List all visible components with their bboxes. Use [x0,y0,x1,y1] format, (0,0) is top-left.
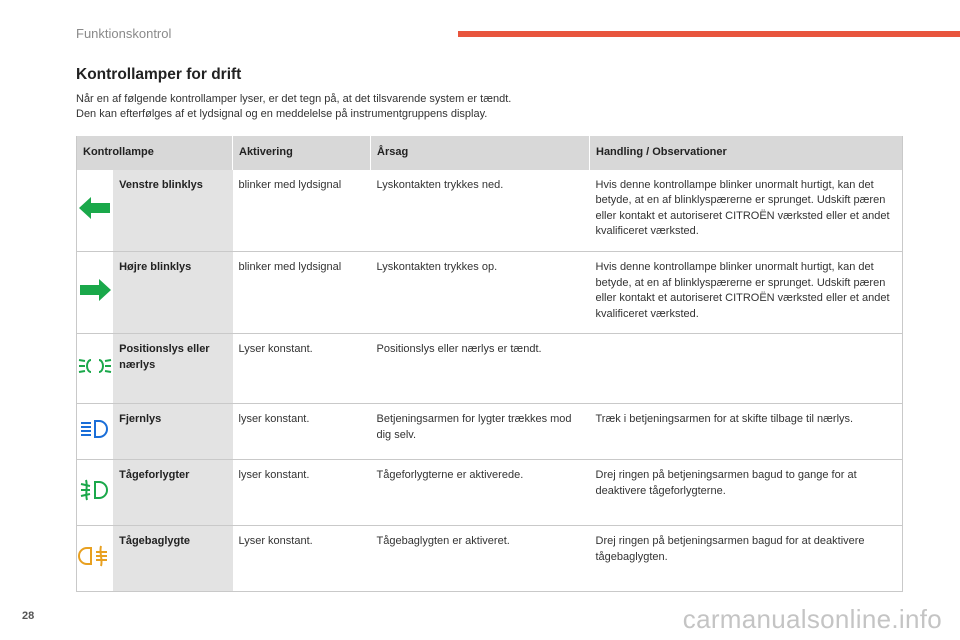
lamp-cause: Betjeningsarmen for lygter trækkes mod dig selv. [371,404,590,460]
watermark: carmanualsonline.info [682,604,942,634]
position-lights-icon [77,353,113,379]
table-row [77,334,903,404]
header-aktivering: Aktivering [233,136,371,170]
right-turn-arrow-icon [77,277,113,303]
lamp-cause: Lyskontakten trykkes ned. [371,170,590,252]
table-row [77,526,903,592]
section-label: Funktionskontrol [76,26,172,41]
lamp-activation: lyser konstant. [233,460,371,526]
warning-lamps-table [76,136,903,592]
lamp-name: Positionslys eller nærlys [113,334,232,404]
lamp-name: Fjernlys [113,404,232,460]
lamp-activation: Lyser konstant. [233,334,371,404]
left-turn-arrow-icon [77,195,113,221]
rear-fog-light-icon [77,543,113,569]
lamp-action: Hvis denne kontrollampe blinker unormalt hurtigt, kan det betyde, at en af blinklyspærerne er sprunget. Udskift pæren eller kontakt et autoriseret CITROËN værksted eller et andet kvalificeret værksted. [590,170,903,252]
icon-cell [77,526,114,592]
table-row [77,460,903,526]
header-handling: Handling / Observationer [590,136,903,170]
lamp-action: Drej ringen på betjeningsarmen bagud for at deaktivere tågebaglygten. [590,526,903,592]
lamp-activation: lyser konstant. [233,404,371,460]
lamp-action [590,334,903,404]
lamp-activation: Lyser konstant. [233,526,371,592]
lamp-cause: Tågeforlygterne er aktiverede. [371,460,590,526]
lamp-cause: Positionslys eller nærlys er tændt. [371,334,590,404]
header-accent-rule [458,31,960,37]
header-arsag: Årsag [371,136,590,170]
page-number: 28 [22,610,35,622]
lamp-activation: blinker med lydsignal [233,170,371,252]
table-header-row [77,136,903,170]
lamp-action: Træk i betjeningsarmen for at skifte tilbage til nærlys. [590,404,903,460]
table-row [77,404,903,460]
high-beam-icon [77,416,113,442]
lamp-cause: Tågebaglygten er aktiveret. [371,526,590,592]
lamp-activation: blinker med lydsignal [233,252,371,334]
icon-cell [77,252,114,334]
lamp-cause: Lyskontakten trykkes op. [371,252,590,334]
icon-cell [77,404,114,460]
lamp-name: Venstre blinklys [113,170,232,252]
front-fog-light-icon [77,477,113,503]
lamp-name: Tågeforlygter [113,460,232,526]
intro-line-2: Den kan efterfølges af et lydsignal og en meddelelse på instrumentgruppens display. [76,108,488,120]
icon-cell [77,460,114,526]
icon-cell [77,334,114,404]
intro-line-1: Når en af følgende kontrollamper lyser, er det tegn på, at det tilsvarende system er tændt. [76,93,512,105]
lamp-action: Hvis denne kontrollampe blinker unormalt hurtigt, kan det betyde, at en af blinklyspærerne er sprunget. Udskift pæren eller kontakt et autoriseret CITROËN værksted eller et andet kvalificeret værksted. [590,252,903,334]
lamp-name: Tågebaglygte [113,526,232,592]
icon-cell [77,170,114,252]
lamp-action: Drej ringen på betjeningsarmen bagud to gange for at deaktivere tågeforlygterne. [590,460,903,526]
page-title: Kontrollamper for drift [76,66,242,83]
header-kontrollampe: Kontrollampe [77,136,233,170]
table-row [77,252,903,334]
lamp-name: Højre blinklys [113,252,232,334]
intro-text [76,92,511,122]
table-row [77,170,903,252]
